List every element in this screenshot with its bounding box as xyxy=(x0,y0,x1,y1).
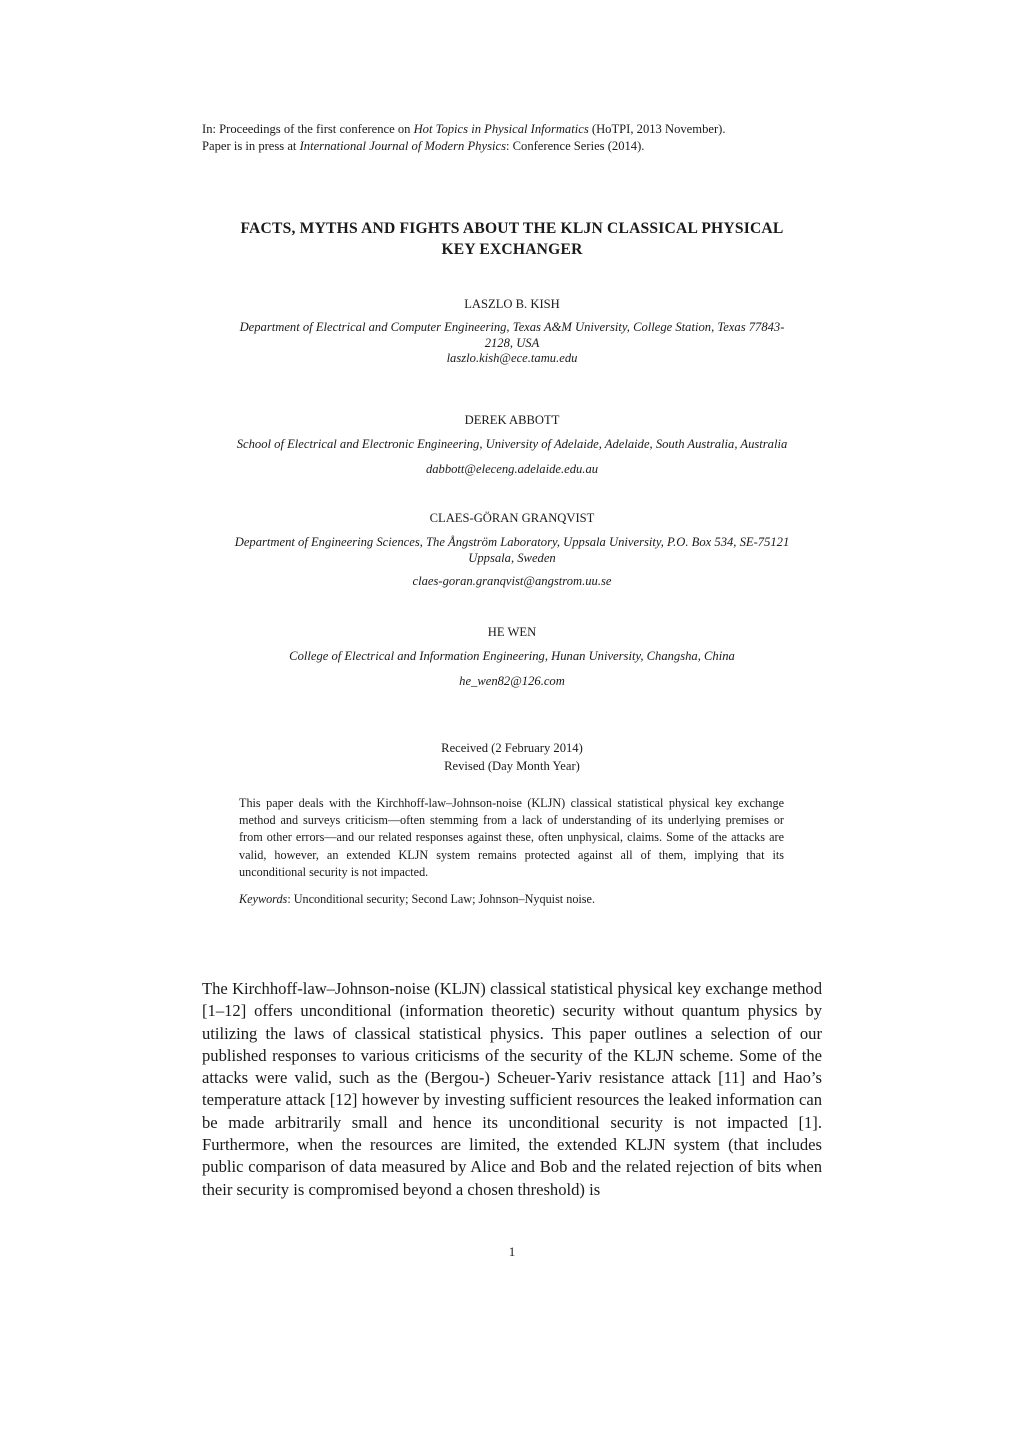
body-paragraph: The Kirchhoff-law–Johnson-noise (KLJN) classical statistical physical key exchange method [1–12] offers unconditional (information theoretic) security without quantum physics by utilizing the laws of classical statistical physics. This paper outlines a selection of our published responses to various criticisms of the security of the KLJN scheme. Some of the attacks were valid, such as the (Bergou-) Scheuer-Yariv resistance attack [11] and Hao’s temperature attack [12] however by investing sufficient resources the leaked information can be made arbitrarily small and hence its unconditional security is not impacted [1]. Furthermore, when the resources are limited, the extended KLJN system (that includes public comparison of data measured by Alice and Bob and the related rejection of bits when their security is compromised beyond a chosen threshold) is xyxy=(202,979,822,1199)
manuscript-dates xyxy=(190,739,834,775)
page-number: 1 xyxy=(508,1244,516,1259)
journal-name: International Journal of Modern Physics xyxy=(299,139,506,153)
author-affiliation: Department of Engineering Sciences, The Ångström Laboratory, Uppsala University, P.O. Box 534, SE-75121 Uppsala, Sweden xyxy=(234,535,790,565)
revised-date: Revised (Day Month Year) xyxy=(444,759,580,773)
header-note-line-1: In: Proceedings of the first conference on Hot Topics in Physical Informatics (HoTPI, 2013 November). xyxy=(202,122,726,136)
author-email: he_wen82@126.com xyxy=(459,673,565,688)
header-note-line-2: Paper is in press at International Journal of Modern Physics: Conference Series (2014). xyxy=(202,139,645,153)
header-note xyxy=(202,121,726,155)
author-name: CLAES-GÖRAN GRANQVIST xyxy=(429,511,595,525)
author-block xyxy=(190,412,834,477)
author-email: claes-goran.granqvist@angstrom.uu.se xyxy=(412,574,612,588)
title-line-2: KEY EXCHANGER xyxy=(441,241,583,258)
author-affiliation: Department of Electrical and Computer Engineering, Texas A&M University, College Station, Texas 77843- 2128, USA xyxy=(239,320,785,350)
author-email: laszlo.kish@ece.tamu.edu xyxy=(446,351,578,365)
body-text xyxy=(202,978,822,1201)
author-name: LASZLO B. KISH xyxy=(464,297,560,311)
keywords-text: : Unconditional security; Second Law; Johnson–Nyquist noise. xyxy=(287,892,596,906)
author-email: dabbott@eleceng.adelaide.edu.au xyxy=(425,461,599,476)
author-block xyxy=(190,624,834,689)
keywords-label: Keywords xyxy=(239,892,288,906)
author-name: DEREK ABBOTT xyxy=(464,413,560,427)
abstract xyxy=(239,795,784,881)
author-block xyxy=(190,510,834,590)
title-line-1: FACTS, MYTHS AND FIGHTS ABOUT THE KLJN CLASSICAL PHYSICAL xyxy=(240,220,784,237)
paper-title xyxy=(0,218,1024,260)
received-date: Received (2 February 2014) xyxy=(441,741,583,755)
keywords xyxy=(239,891,784,908)
author-block xyxy=(190,296,834,367)
abstract-text: This paper deals with the Kirchhoff-law–Johnson-noise (KLJN) classical statistical physical key exchange method and surveys criticism—often stemming from a lack of understanding of its underlying premises or from other errors—and our related responses against these, often unphysical, claims. Some of the attacks are valid, however, an extended KLJN system remains protected against all of them, implying that its unconditional security is not impacted. xyxy=(239,796,784,879)
author-affiliation: College of Electrical and Information Engineering, Hunan University, Changsha, China xyxy=(289,649,735,663)
author-name: HE WEN xyxy=(487,625,537,639)
author-affiliation: School of Electrical and Electronic Engineering, University of Adelaide, Adelaide, South Australia, Australia xyxy=(236,437,788,451)
conference-name: Hot Topics in Physical Informatics xyxy=(413,122,589,136)
